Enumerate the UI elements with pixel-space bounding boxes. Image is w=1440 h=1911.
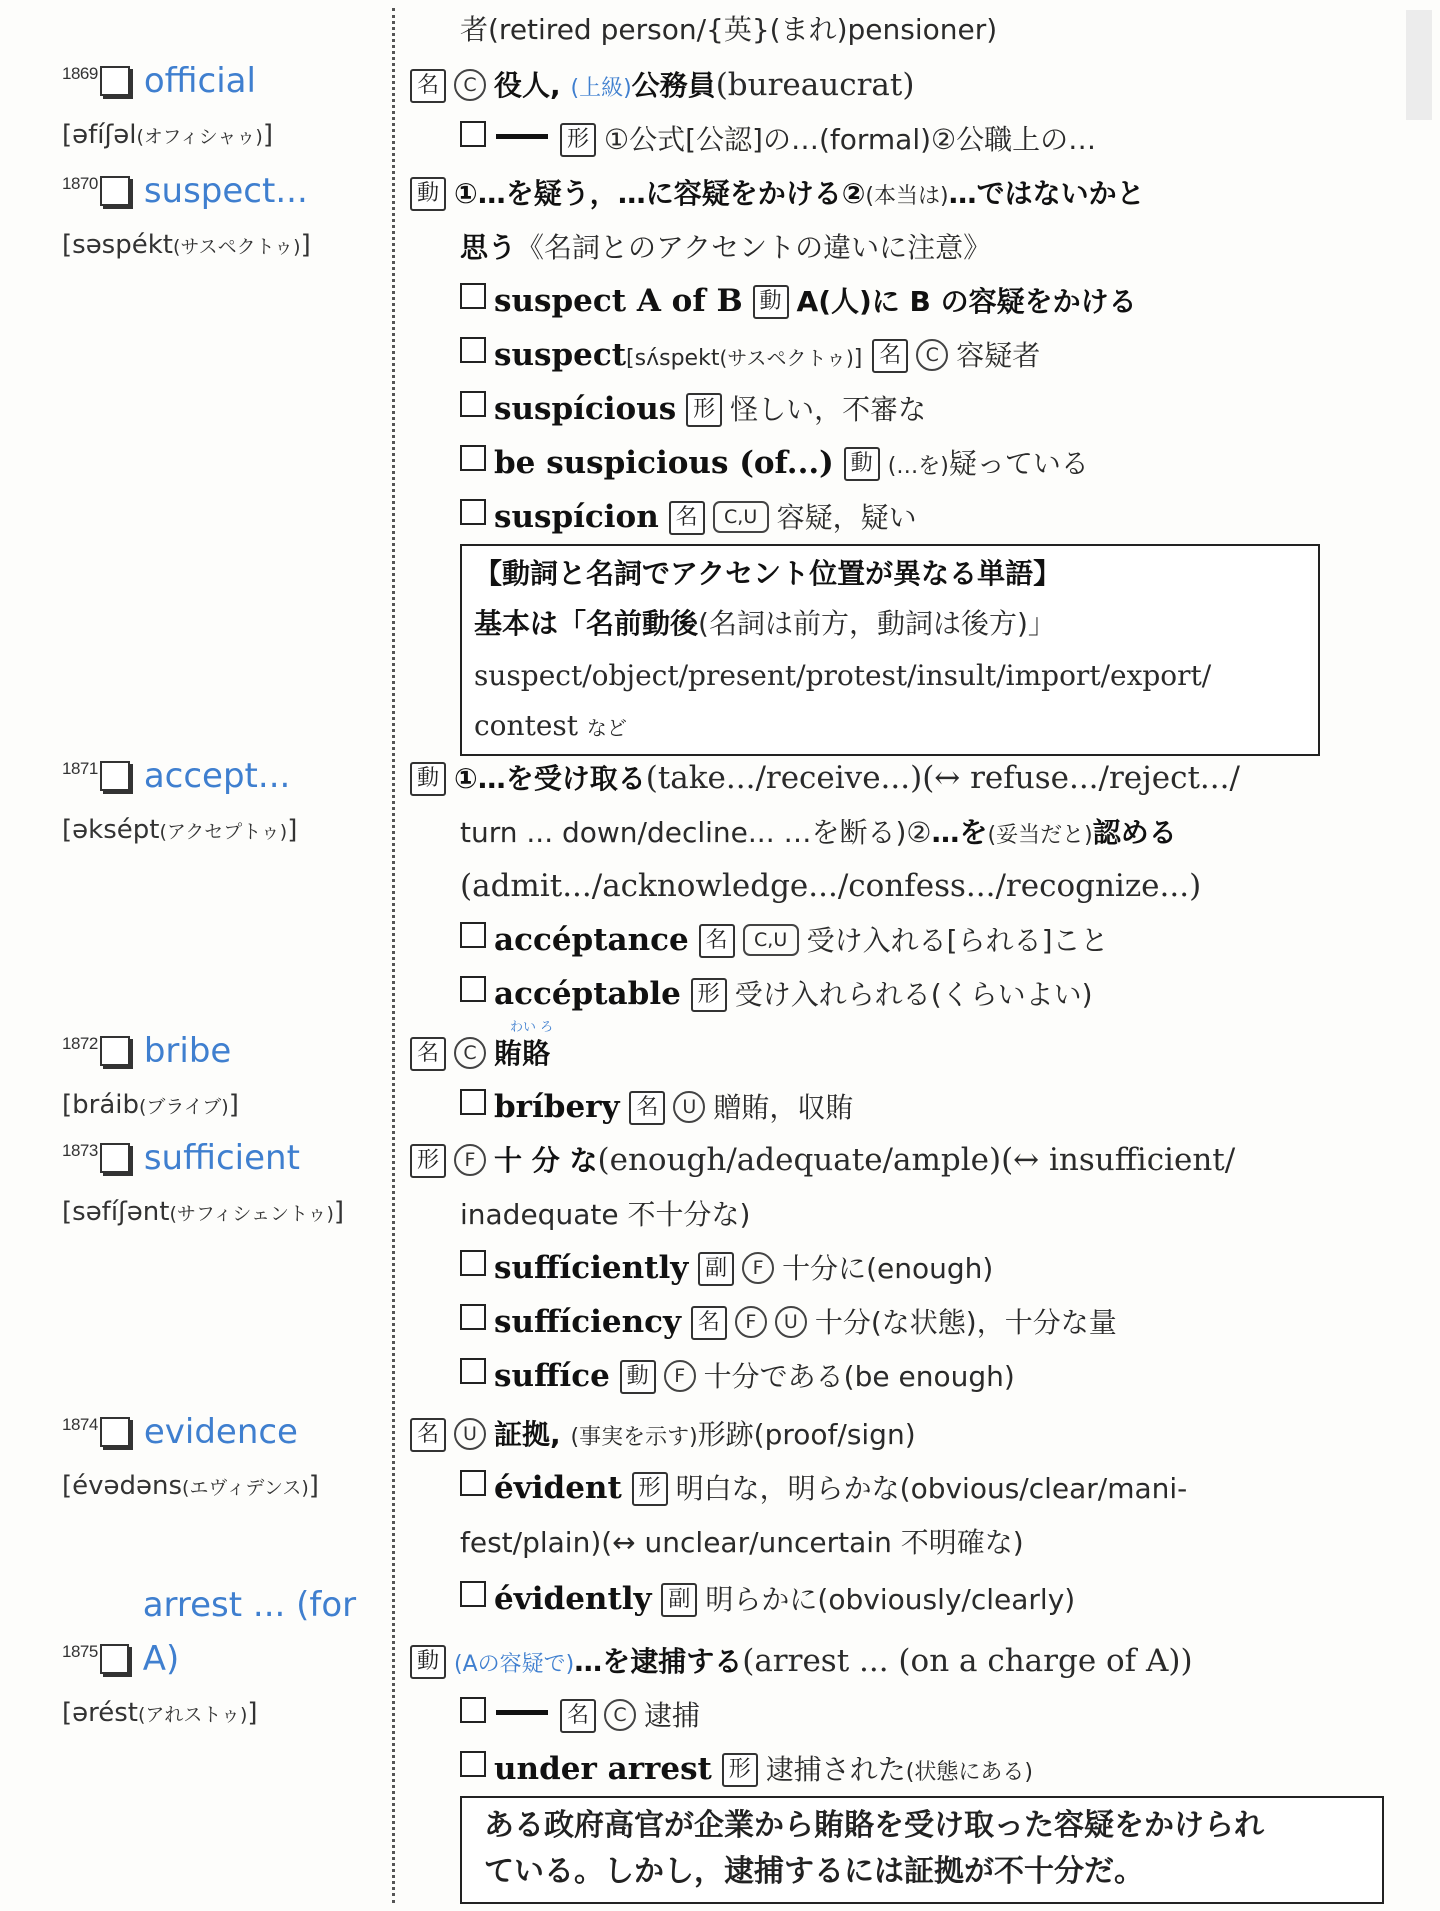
checkbox-icon[interactable] [460, 1751, 486, 1777]
pos-verb-tag: 動 [410, 1645, 446, 1679]
headword: accept... [143, 756, 291, 796]
definition-1875: 動 (Aの容疑で)…を逮捕する(arrest ... (on a charge of A)) [410, 1634, 1193, 1688]
pos-noun-tag: 名 [410, 69, 446, 103]
sub-entry: suffíciency 名 F U 十分(な状態)，十分な量 [460, 1295, 1117, 1349]
sub-entry: suspícion 名 C,U 容疑，疑い [460, 490, 917, 544]
checkbox-icon[interactable] [460, 499, 486, 525]
checkbox-icon[interactable] [460, 1358, 486, 1384]
sub-entry: suspect[sʌ́spekt(サスペクトゥ)] 名 C 容疑者 [460, 328, 1040, 382]
accent-note-box: 【動詞と名詞でアクセント位置が異なる単語】 基本は「名前動後(名詞は前方，動詞は後方)」 suspect/object/present/protest/insult/import/export/ contest など [460, 544, 1320, 756]
pronunciation: [əfíʃəl(オフィシャゥ)] [62, 120, 273, 150]
checkbox-icon[interactable] [100, 761, 130, 791]
pronunciation: [évədəns(エヴィデンス)] [62, 1471, 319, 1501]
sub-entry: be suspicious (of...) 動 (…を)疑っている [460, 436, 1089, 490]
checkbox-icon[interactable] [100, 1036, 130, 1066]
entry-number: 1871 [62, 759, 98, 778]
headword-1874 [62, 1405, 392, 1515]
sub-entry-cont: fest/plain)(↔ unclear/uncertain 不明確な) [460, 1526, 1024, 1559]
sub-entry: suffíce 動 F 十分である(be enough) [460, 1349, 1015, 1403]
headword-1875 [62, 1585, 392, 1742]
pos-noun-tag: 名 [410, 1037, 446, 1071]
definition-1870: 動 ①…を疑う，…に容疑をかける②(本当は)…ではないかと [410, 166, 1145, 220]
sub-entry: suspícious 形 怪しい，不審な [460, 382, 926, 436]
pos-verb-tag: 動 [410, 762, 446, 796]
checkbox-icon[interactable] [100, 176, 130, 206]
checkbox-icon[interactable] [460, 1697, 486, 1723]
sub-entry: 名 C 逮捕 [460, 1688, 700, 1742]
pronunciation: [əksépt(アクセプトゥ)] [62, 815, 298, 845]
sub-entry: bríbery 名 U 贈賄，収賄 [460, 1080, 853, 1134]
sub-entry: under arrest 形 逮捕された(状態にある) [460, 1742, 1033, 1796]
headword: official [143, 61, 256, 101]
checkbox-icon[interactable] [460, 1581, 486, 1607]
definition-1871-cont: turn ... down/decline... …を断る)②…を(妥当だと)認める [460, 816, 1177, 849]
sub-entry: évident 形 明白な，明らかな(obvious/clear/mani- [460, 1461, 1187, 1515]
checkbox-icon[interactable] [460, 1250, 486, 1276]
definition-1871: 動 ①…を受け取る(take.../receive...)(↔ refuse.../reject.../ [410, 751, 1240, 805]
checkbox-icon[interactable] [100, 1644, 129, 1674]
headword: evidence [143, 1412, 298, 1452]
definition-1870-cont: 思う《名詞とのアクセントの違いに注意》 [460, 231, 992, 264]
example-sentence-box: ある政府高官が企業から賄賂を受け取った容疑をかけられ ている。しかし，逮捕するには証拠が不十分だ。 [460, 1796, 1384, 1904]
column-divider [392, 8, 395, 1903]
headword-1872 [62, 1024, 392, 1134]
entry-number: 1869 [62, 64, 98, 83]
sub-entry: accéptable 形 受け入れられる(くらいよい) [460, 967, 1093, 1021]
sub-entry: 形 ①公式[公認]の…(formal)②公職上の… [460, 112, 1096, 166]
sub-entry: suspect A of B 動 A(人)に B の容疑をかける [460, 274, 1137, 328]
entry-number: 1870 [62, 174, 98, 193]
definition-1872: 名 C 賄賂 [410, 1026, 550, 1080]
continued-line: 者(retired person/{英}(まれ)pensioner) [460, 13, 998, 46]
checkbox-icon[interactable] [460, 337, 486, 363]
entry-number: 1872 [62, 1034, 98, 1053]
checkbox-icon[interactable] [100, 66, 130, 96]
checkbox-icon[interactable] [460, 1470, 486, 1496]
checkbox-icon[interactable] [460, 445, 486, 471]
checkbox-icon[interactable] [460, 1304, 486, 1330]
repeat-dash-icon [496, 1710, 548, 1715]
definition-1873-cont: inadequate 不十分な) [460, 1198, 751, 1231]
repeat-dash-icon [496, 134, 548, 139]
headword: arrest ... (for A) [142, 1585, 357, 1679]
headword-1871 [62, 749, 392, 859]
headword: suspect... [143, 171, 308, 211]
pos-verb-tag: 動 [410, 177, 446, 211]
headword-1873 [62, 1131, 392, 1241]
checkbox-icon[interactable] [460, 283, 486, 309]
pronunciation: [səspékt(サスペクトゥ)] [62, 230, 311, 260]
checkbox-icon[interactable] [460, 922, 486, 948]
checkbox-icon[interactable] [460, 121, 486, 147]
entry-number: 1874 [62, 1415, 98, 1434]
pos-adj-tag: 形 [560, 123, 596, 157]
pronunciation: [səfíʃənt(サフィシェントゥ)] [62, 1197, 345, 1227]
checkbox-icon[interactable] [460, 1089, 486, 1115]
sub-entry: accéptance 名 C,U 受け入れる[られる]こと [460, 913, 1109, 967]
headword: bribe [143, 1031, 232, 1071]
headword-1869 [62, 54, 392, 164]
checkbox-icon[interactable] [100, 1417, 130, 1447]
page-edge-tab [1406, 10, 1432, 120]
definition-1873: 形 F 十 分 な(enough/adequate/ample)(↔ insufficient/ [410, 1133, 1235, 1187]
pos-noun-tag: 名 [410, 1418, 446, 1452]
countable-icon: C [454, 69, 486, 101]
checkbox-icon[interactable] [460, 976, 486, 1002]
sub-entry: suffíciently 副 F 十分に(enough) [460, 1241, 993, 1295]
checkbox-icon[interactable] [460, 391, 486, 417]
headword: sufficient [143, 1138, 300, 1178]
definition-1869: 名 C 役人, (上級)公務員(bureaucrat) [410, 58, 914, 112]
pronunciation: [ərést(アれストゥ)] [62, 1698, 258, 1728]
entry-number: 1875 [62, 1642, 98, 1661]
headword-1870 [62, 164, 392, 274]
ruby-reading: わい ろ [510, 1020, 554, 1035]
definition-1874: 名 U 証拠, (事実を示す)形跡(proof/sign) [410, 1407, 916, 1461]
pos-adj-tag: 形 [410, 1144, 446, 1178]
checkbox-icon[interactable] [100, 1143, 130, 1173]
definition-1871-cont2: (admit.../acknowledge.../confess.../recognize...) [460, 868, 1202, 904]
entry-number: 1873 [62, 1141, 98, 1160]
pronunciation: [bráib(ブライブ)] [62, 1090, 239, 1120]
sub-entry: évidently 副 明らかに(obviously/clearly) [460, 1572, 1075, 1626]
